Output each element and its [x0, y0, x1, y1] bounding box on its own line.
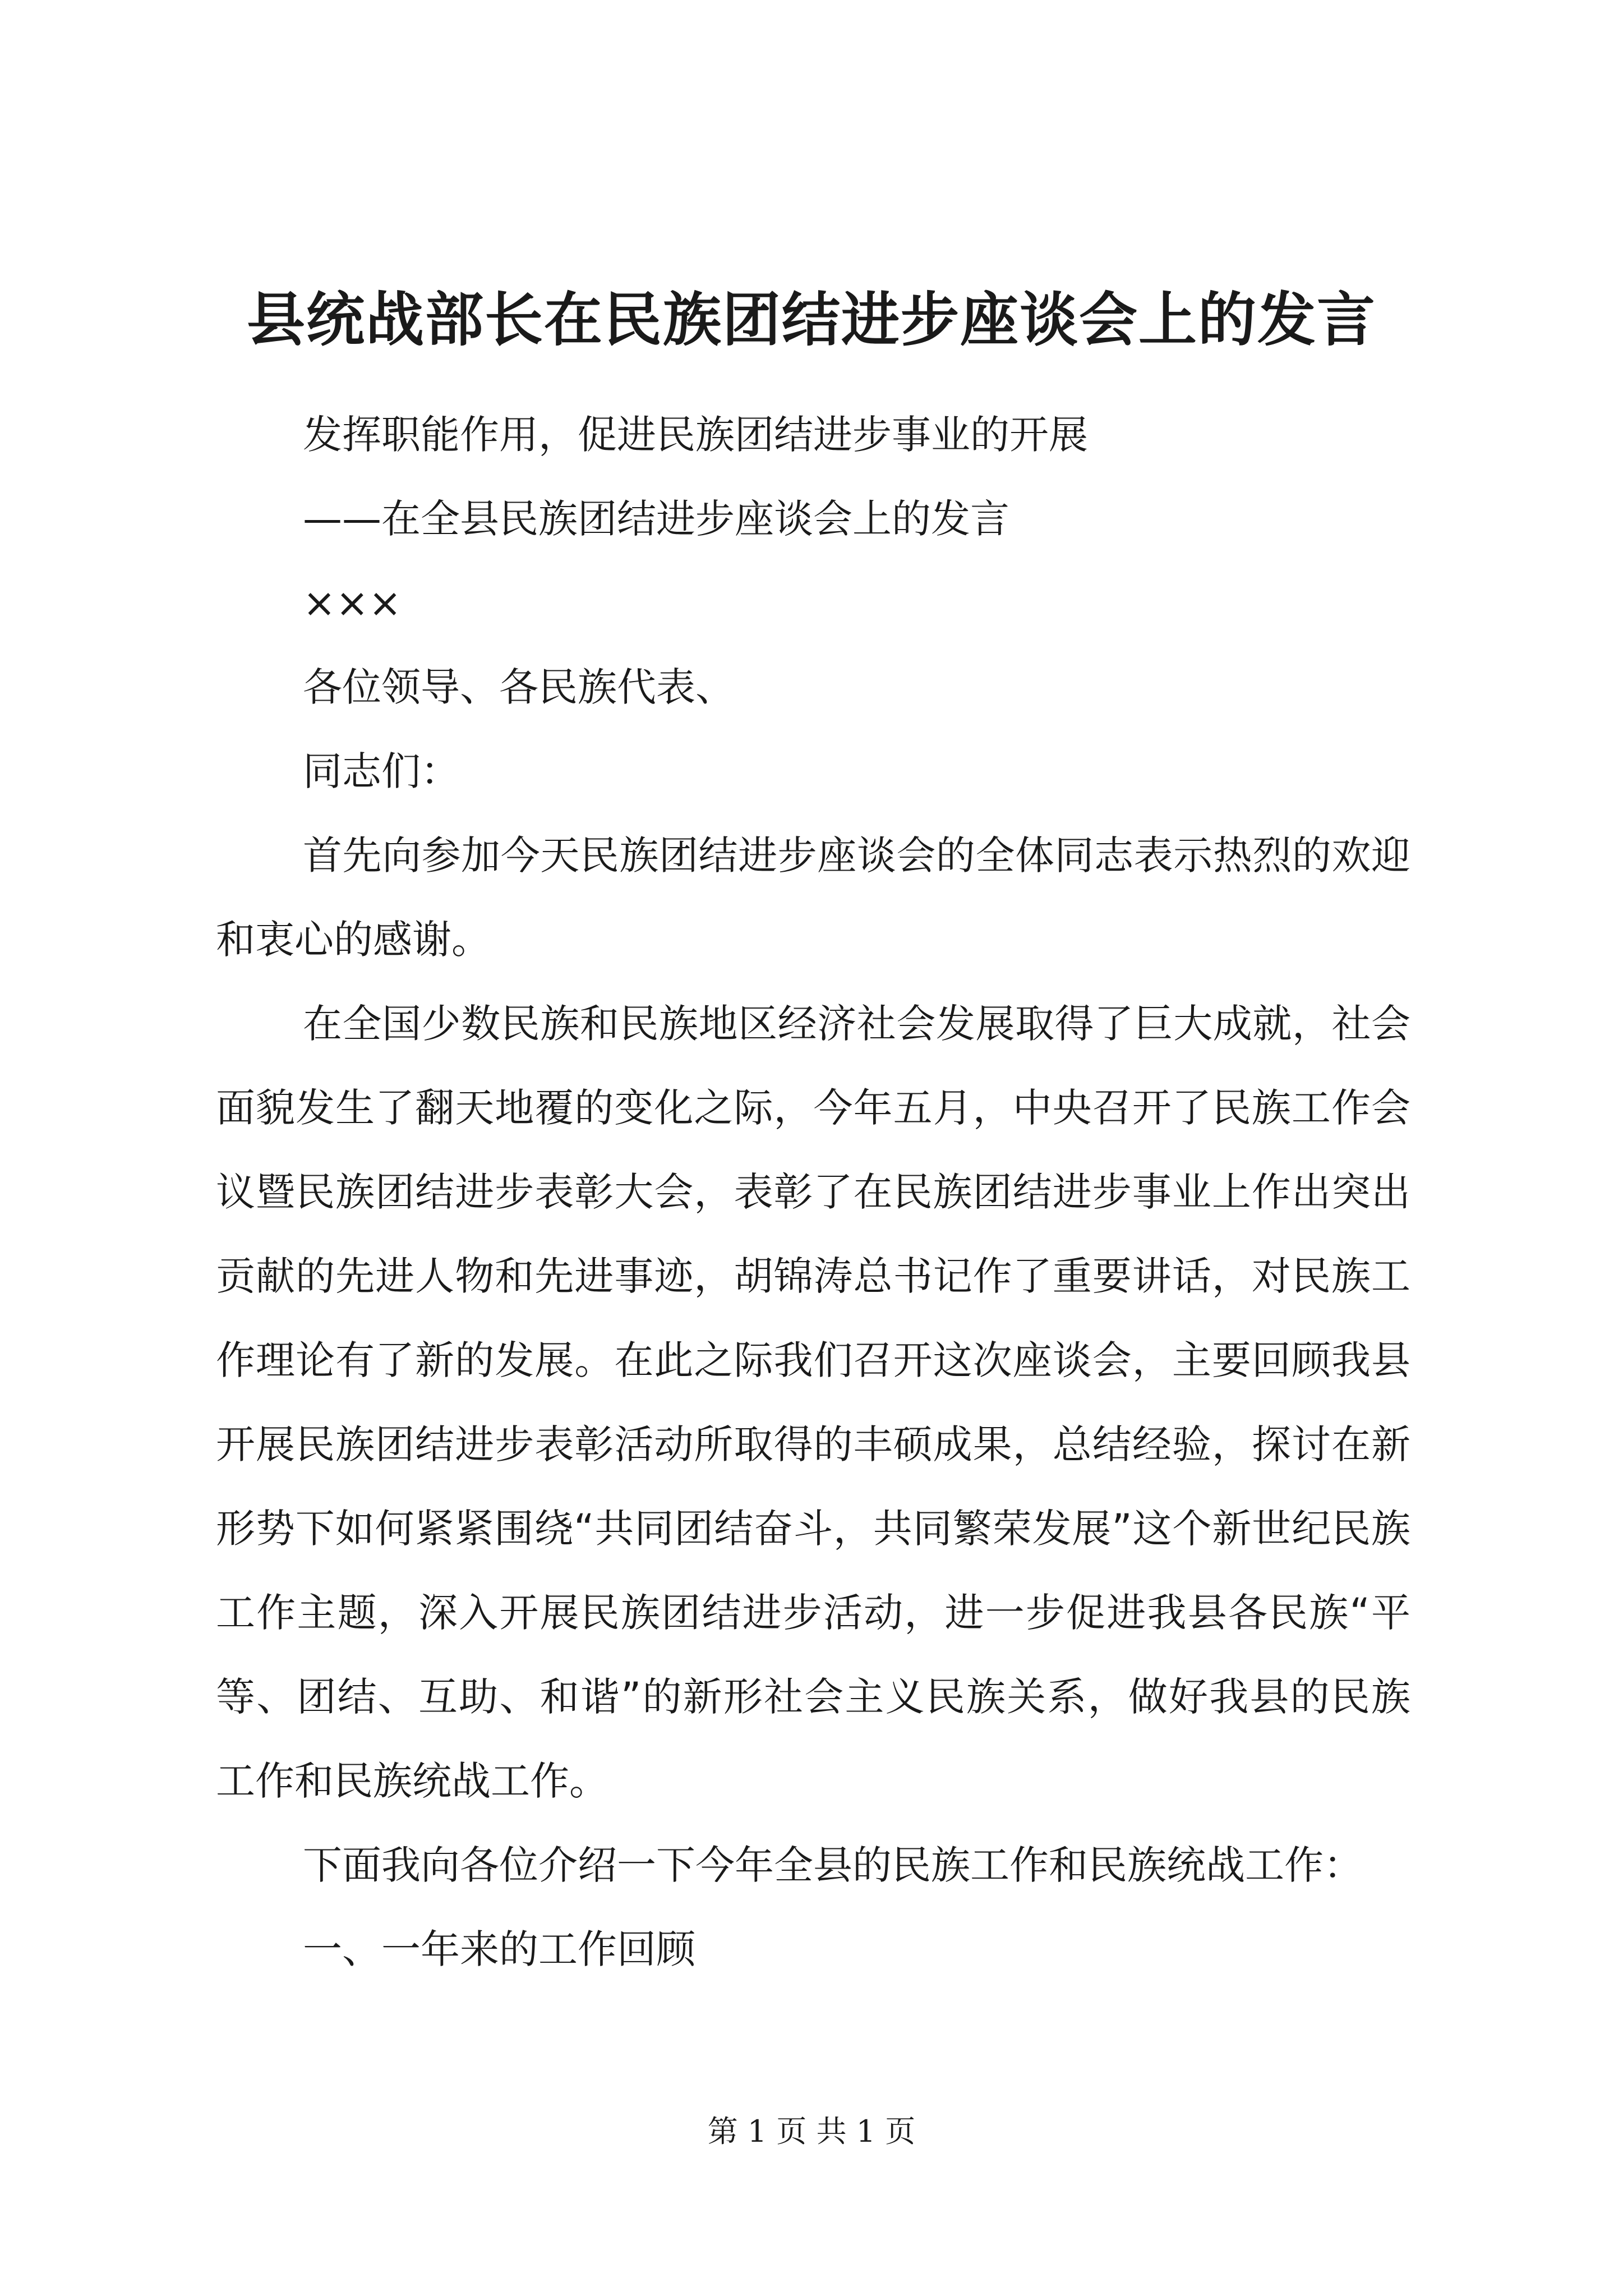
subtitle-secondary: ——在全县民族团结进步座谈会上的发言 [303, 496, 1009, 542]
salutation-line-2: 同志们： [303, 748, 460, 794]
document-title: 县统战部长在民族团结进步座谈会上的发言 [246, 285, 1376, 354]
author: ××× [303, 580, 402, 626]
page-footer: 第 1 页 共 1 页 [707, 2114, 916, 2149]
paragraph-introduction: 下面我向各位介绍一下今年全县的民族工作和民族统战工作： [303, 1842, 1363, 1888]
paragraph-welcome: 首先向参加今天民族团结进步座谈会的全体同志表示热烈的欢迎和衷心的感谢。 [216, 832, 1410, 963]
subtitle: 发挥职能作用，促进民族团结进步事业的开展 [303, 412, 1088, 458]
section-heading: 一、一年来的工作回顾 [303, 1926, 695, 1972]
paragraph-background: 在全国少数民族和民族地区经济社会发展取得了巨大成就，社会面貌发生了翻天地覆的变化之际，今年五月，中央召开了民族工作会议暨民族团结进步表彰大会，表彰了在民族团结进步事业上作出突出贡献的先进人物和先进事迹，胡锦涛总书记作了重要讲话，对民族工作理论有了新的发展。在此之际我们召开这次座谈会，主要回顾我县开展民族团结进步表彰活动所取得的丰硕成果，总结经验，探讨在新形势下如何紧紧围绕“共同团结奋斗，共同繁荣发展”这个新世纪民族工作主题，深入开展民族团结进步活动，进一步促进我县各民族“平等、团结、互助、和谐”的新形社会主义民族关系，做好我县的民族工作和民族统战工作。 [216, 1001, 1410, 1804]
salutation-line-1: 各位领导、各民族代表、 [303, 664, 735, 710]
document-body [216, 393, 1410, 1991]
